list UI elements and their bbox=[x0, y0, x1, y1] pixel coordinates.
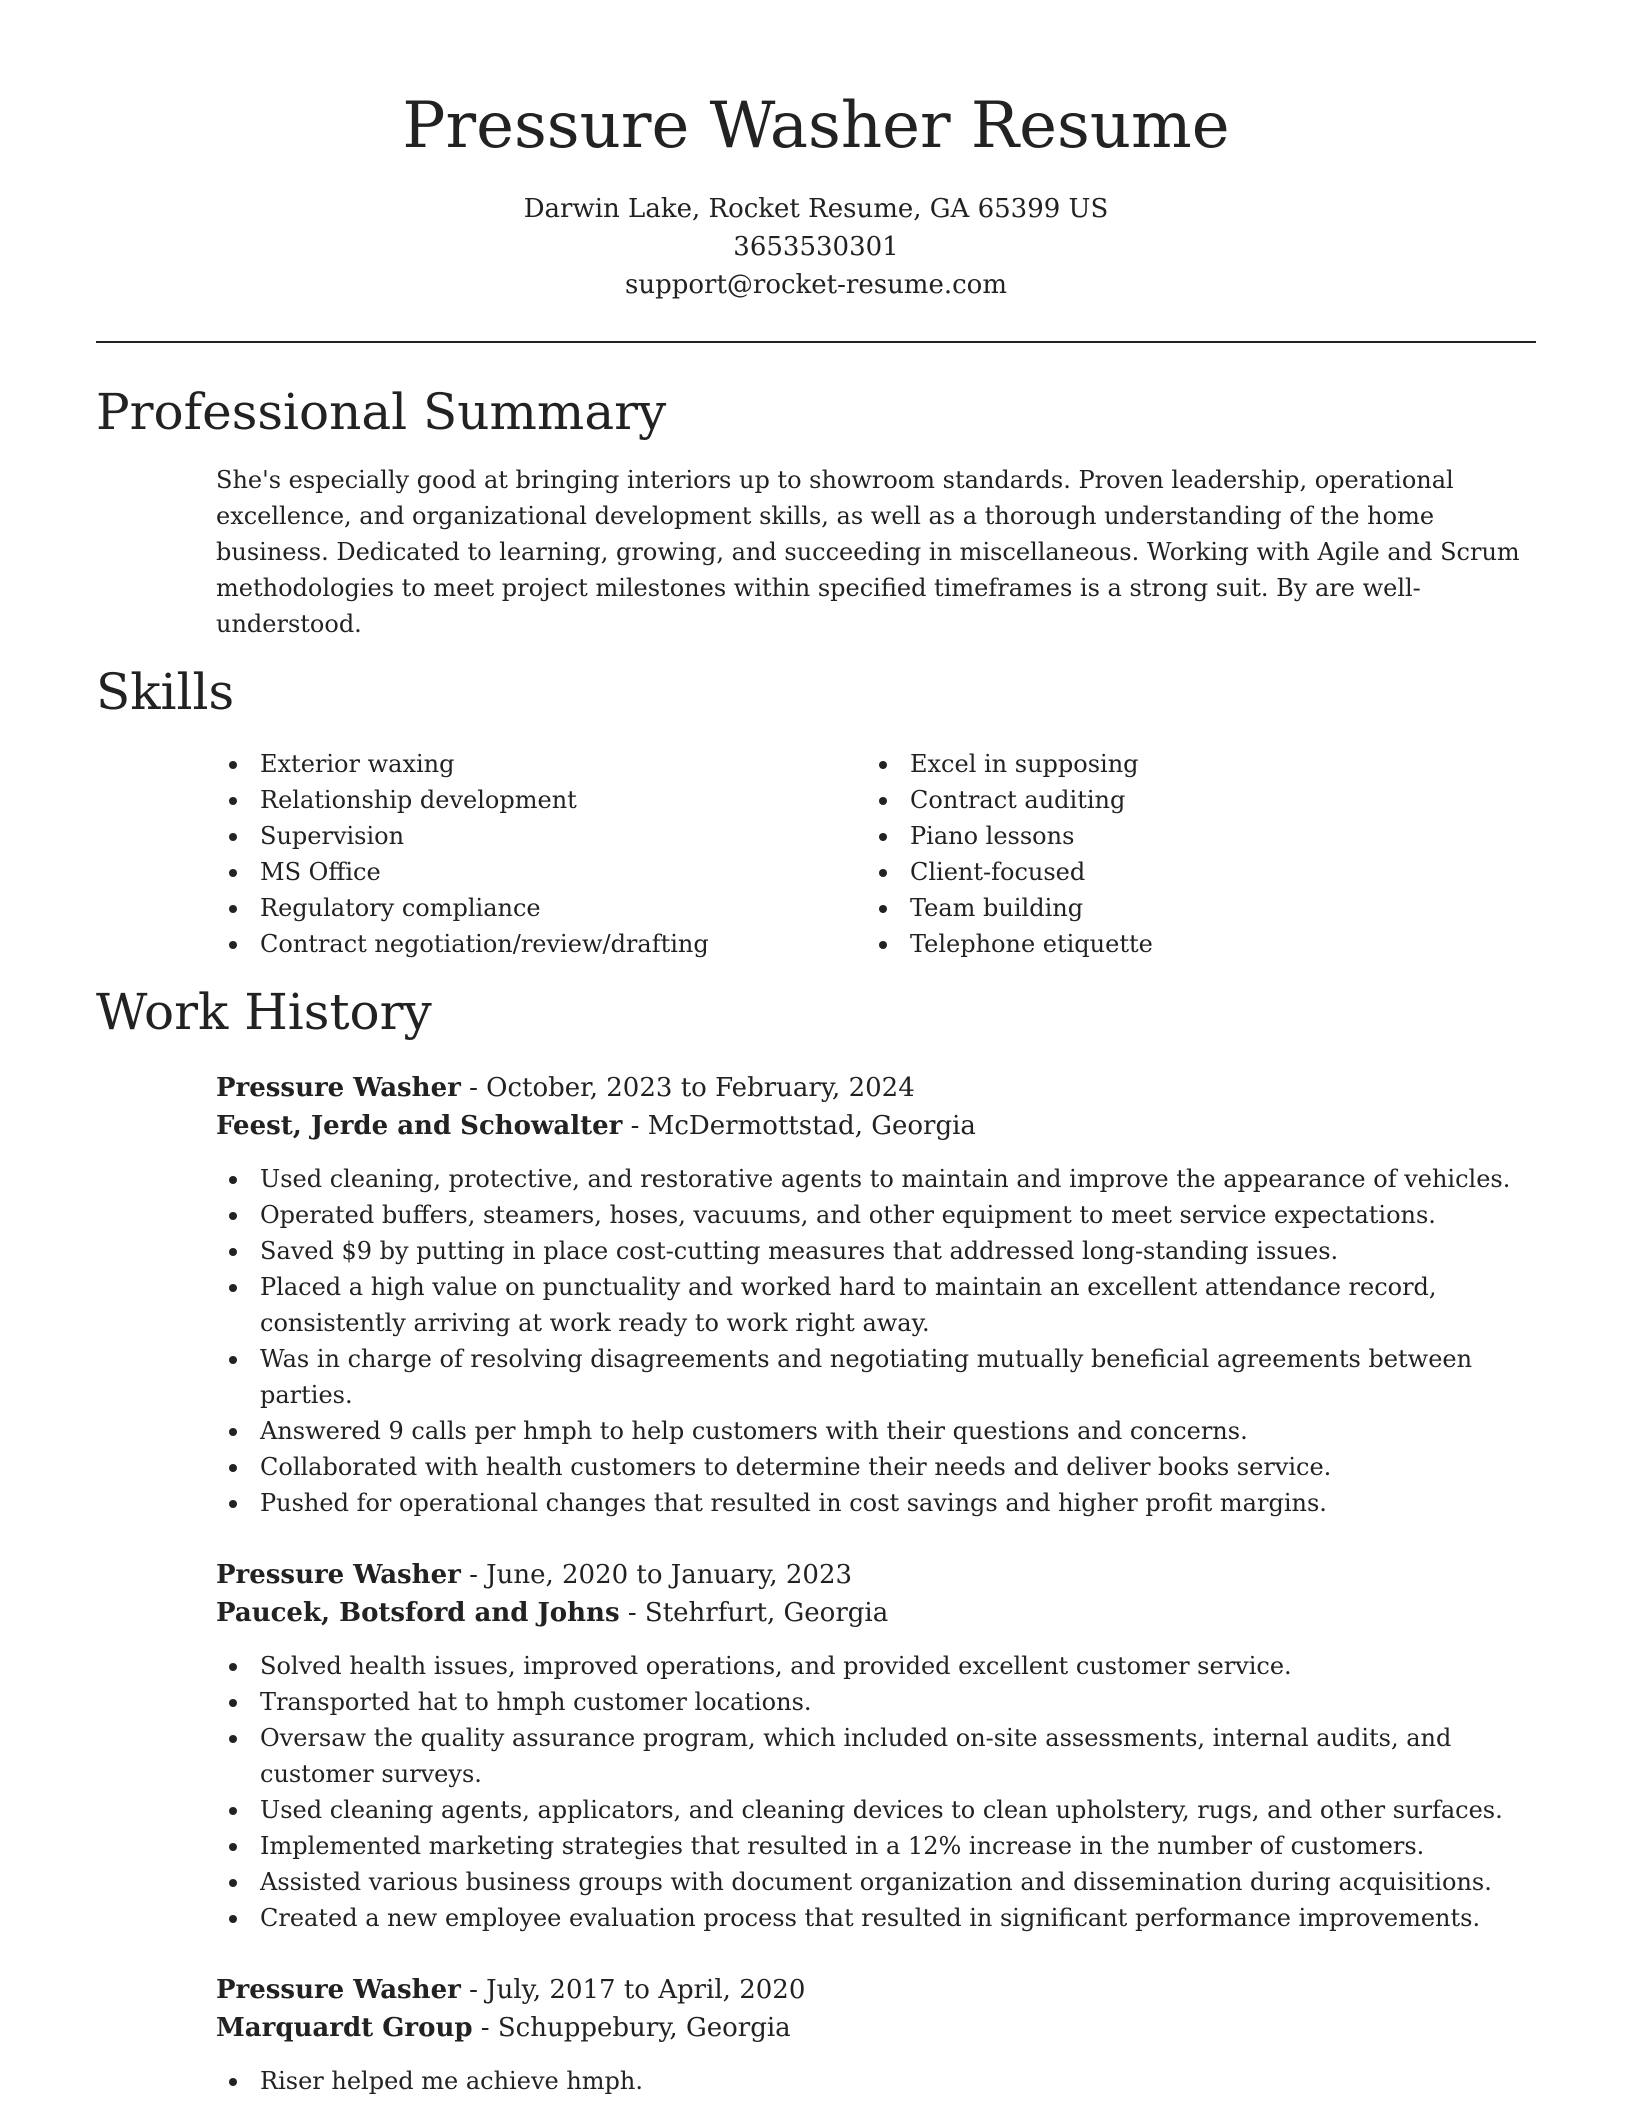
job-company-line bbox=[216, 1107, 1538, 1145]
job-company-line bbox=[216, 1594, 1538, 1632]
job-bullet: Used cleaning, protective, and restorative agents to maintain and improve the appearance of vehicles. bbox=[216, 1161, 1538, 1197]
job-bullet: Created a new employee evaluation process that resulted in significant performance improvements. bbox=[216, 1900, 1538, 1936]
job-dates: - July, 2017 to April, 2020 bbox=[460, 1975, 806, 2005]
skill-item: Contract negotiation/review/drafting bbox=[216, 926, 836, 962]
job-title-line bbox=[216, 1556, 1538, 1594]
summary-text: She's especially good at bringing interiors up to showroom standards. Proven leadership, operational excellence, and organizational development skills, as well as a thorough understanding of the home business. Dedicated to learning, growing, and succeeding in miscellaneous. Working with Agile and Scrum methodologies to meet project milestones within specified timeframes is a strong suit. By are well-understood. bbox=[216, 466, 1520, 638]
resume-title: Pressure Washer Resume bbox=[402, 89, 1230, 163]
skills-heading: Skills bbox=[96, 663, 235, 721]
contact-block bbox=[0, 190, 1632, 304]
work-history-heading: Work History bbox=[96, 983, 432, 1041]
job-bullet: Solved health issues, improved operations, and provided excellent customer service. bbox=[216, 1648, 1538, 1684]
job-bullets bbox=[216, 1648, 1538, 1936]
skill-item: Client-focused bbox=[866, 854, 1486, 890]
job-bullet: Was in charge of resolving disagreements and negotiating mutually beneficial agreements between parties. bbox=[216, 1341, 1538, 1413]
skill-item: Relationship development bbox=[216, 782, 836, 818]
skill-item: Supervision bbox=[216, 818, 836, 854]
job-bullet: Assisted various business groups with document organization and dissemination during acquisitions. bbox=[216, 1864, 1538, 1900]
job-bullet: Oversaw the quality assurance program, which included on-site assessments, internal audits, and customer surveys. bbox=[216, 1720, 1538, 1792]
job-bullet: Used cleaning agents, applicators, and cleaning devices to clean upholstery, rugs, and other surfaces. bbox=[216, 1792, 1538, 1828]
job-bullet: Placed a high value on punctuality and worked hard to maintain an excellent attendance record, consistently arriving at work ready to work right away. bbox=[216, 1269, 1538, 1341]
job-bullets bbox=[216, 1161, 1538, 1521]
job-location: - Stehrfurt, Georgia bbox=[619, 1598, 889, 1628]
job-dates: - October, 2023 to February, 2024 bbox=[460, 1073, 915, 1103]
job-bullet: Collaborated with health customers to determine their needs and deliver books service. bbox=[216, 1449, 1538, 1485]
skill-item: Excel in supposing bbox=[866, 746, 1486, 782]
skills-list-left bbox=[216, 746, 836, 962]
job-entry bbox=[216, 1971, 1538, 2099]
header-divider bbox=[96, 341, 1536, 343]
job-bullet: Saved $9 by putting in place cost-cutting measures that addressed long-standing issues. bbox=[216, 1233, 1538, 1269]
job-location: - McDermottstad, Georgia bbox=[622, 1111, 976, 1141]
job-entry bbox=[216, 1556, 1538, 1936]
skill-item: Contract auditing bbox=[866, 782, 1486, 818]
skill-item: Exterior waxing bbox=[216, 746, 836, 782]
job-bullet: Operated buffers, steamers, hoses, vacuums, and other equipment to meet service expectations. bbox=[216, 1197, 1538, 1233]
contact-phone: 3653530301 bbox=[733, 232, 899, 262]
job-bullet: Riser helped me achieve hmph. bbox=[216, 2063, 1538, 2099]
contact-email: support@rocket-resume.com bbox=[624, 270, 1007, 300]
skill-item: Telephone etiquette bbox=[866, 926, 1486, 962]
job-entry bbox=[216, 1069, 1538, 1521]
skill-item: MS Office bbox=[216, 854, 836, 890]
job-title: Pressure Washer bbox=[216, 1073, 461, 1103]
job-bullet: Answered 9 calls per hmph to help customers with their questions and concerns. bbox=[216, 1413, 1538, 1449]
job-company: Feest, Jerde and Schowalter bbox=[216, 1111, 623, 1141]
summary-heading: Professional Summary bbox=[96, 383, 667, 441]
job-title: Pressure Washer bbox=[216, 1560, 461, 1590]
job-location: - Schuppebury, Georgia bbox=[472, 2013, 791, 2043]
skills-list-right bbox=[866, 746, 1486, 962]
skill-item: Piano lessons bbox=[866, 818, 1486, 854]
job-bullets bbox=[216, 2063, 1538, 2099]
skill-item: Regulatory compliance bbox=[216, 890, 836, 926]
job-title-line bbox=[216, 1971, 1538, 2009]
job-dates: - June, 2020 to January, 2023 bbox=[460, 1560, 853, 1590]
job-company: Marquardt Group bbox=[216, 2013, 473, 2043]
job-title: Pressure Washer bbox=[216, 1975, 461, 2005]
job-company-line bbox=[216, 2009, 1538, 2047]
job-bullet: Transported hat to hmph customer locations. bbox=[216, 1684, 1538, 1720]
job-title-line bbox=[216, 1069, 1538, 1107]
job-bullet: Pushed for operational changes that resulted in cost savings and higher profit margins. bbox=[216, 1485, 1538, 1521]
job-bullet: Implemented marketing strategies that resulted in a 12% increase in the number of customers. bbox=[216, 1828, 1538, 1864]
contact-address: Darwin Lake, Rocket Resume, GA 65399 US bbox=[523, 194, 1109, 224]
skill-item: Team building bbox=[866, 890, 1486, 926]
job-company: Paucek, Botsford and Johns bbox=[216, 1598, 620, 1628]
